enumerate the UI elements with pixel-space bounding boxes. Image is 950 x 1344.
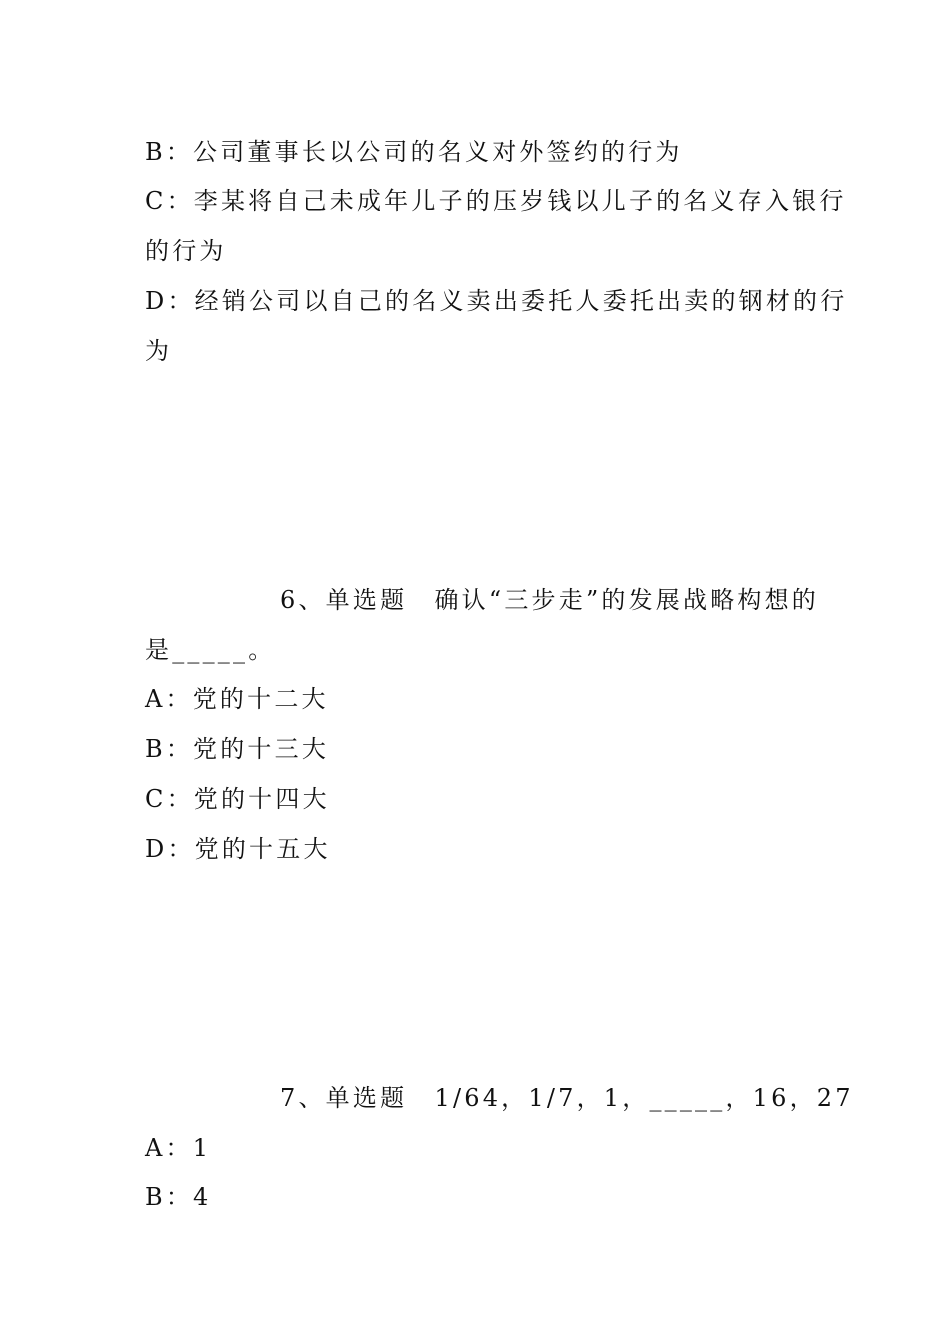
q5-option-c-line2: 的行为: [145, 237, 227, 265]
q6-stem: 是_____。: [145, 636, 276, 664]
q6-option-a: A：党的十二大: [145, 685, 329, 713]
q7-header: 7、单选题 1/64，1/7，1，_____，16，27: [280, 1084, 854, 1112]
q5-option-c-line1: C：李某将自己未成年儿子的压岁钱以儿子的名义存入银行: [145, 187, 847, 215]
q6-header: 6、单选题 确认“三步走”的发展战略构想的: [280, 586, 820, 614]
q5-option-b: B：公司董事长以公司的名义对外签约的行为: [145, 138, 683, 166]
q7-option-b: B：4: [145, 1183, 212, 1211]
q6-option-c: C：党的十四大: [145, 785, 330, 813]
q6-option-d: D：党的十五大: [145, 835, 331, 863]
q7-option-a: A：1: [145, 1134, 212, 1162]
q5-option-d-line1: D：经销公司以自己的名义卖出委托人委托出卖的钢材的行: [145, 287, 848, 315]
q6-option-b: B：党的十三大: [145, 735, 330, 763]
q5-option-d-line2: 为: [145, 337, 173, 365]
